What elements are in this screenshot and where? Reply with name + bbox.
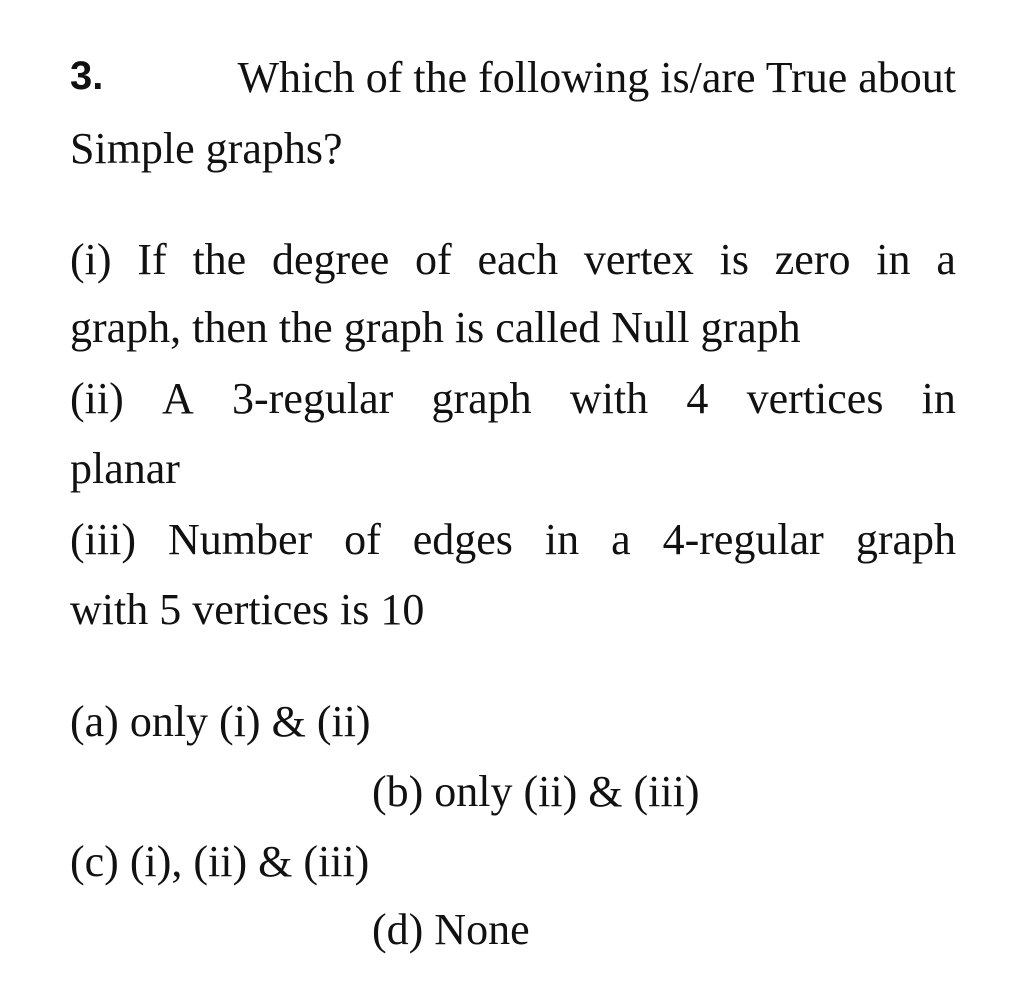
word: edges xyxy=(412,515,513,564)
word: a xyxy=(936,235,956,284)
word: 4 xyxy=(686,374,709,423)
question-number: 3. xyxy=(70,54,104,98)
word: of xyxy=(344,515,381,564)
statement-2-line-2: planar xyxy=(70,444,180,493)
question-stem-line-2: Simple graphs? xyxy=(70,124,343,173)
word: of xyxy=(415,235,452,284)
question-stem-text: Which of the following is/are True about xyxy=(237,53,956,102)
word: 4-regular xyxy=(662,515,824,564)
option-d: (d) None xyxy=(372,905,530,954)
word: zero xyxy=(774,235,851,284)
word: degree xyxy=(272,235,390,284)
word: a xyxy=(611,515,631,564)
word: in xyxy=(876,235,911,284)
word: (iii) xyxy=(70,515,136,564)
option-b: (b) only (ii) & (iii) xyxy=(372,767,700,816)
word: (ii) xyxy=(70,374,124,423)
word: A xyxy=(162,374,194,423)
word: graph xyxy=(855,515,956,564)
word: 3-regular xyxy=(232,374,394,423)
word: (i) xyxy=(70,235,112,284)
word: vertices xyxy=(746,374,884,423)
word: Number xyxy=(167,515,313,564)
word: in xyxy=(921,374,956,423)
option-a: (a) only (i) & (ii) xyxy=(70,697,371,746)
word: vertex xyxy=(583,235,694,284)
word: If xyxy=(137,235,167,284)
statement-3-line-2: with 5 vertices is 10 xyxy=(70,585,425,634)
word: in xyxy=(544,515,580,564)
statement-3-line-1 xyxy=(70,515,956,564)
statement-2-line-1 xyxy=(70,374,956,423)
option-c: (c) (i), (ii) & (iii) xyxy=(70,837,370,886)
word: the xyxy=(192,235,247,284)
question-stem-line-1 xyxy=(70,53,956,102)
word: each xyxy=(477,235,559,284)
word: graph xyxy=(431,374,532,423)
statement-1-line-1 xyxy=(70,235,956,284)
word: with xyxy=(569,374,649,423)
word: is xyxy=(719,235,749,284)
statement-1-line-2: graph, then the graph is called Null graph xyxy=(70,303,801,352)
